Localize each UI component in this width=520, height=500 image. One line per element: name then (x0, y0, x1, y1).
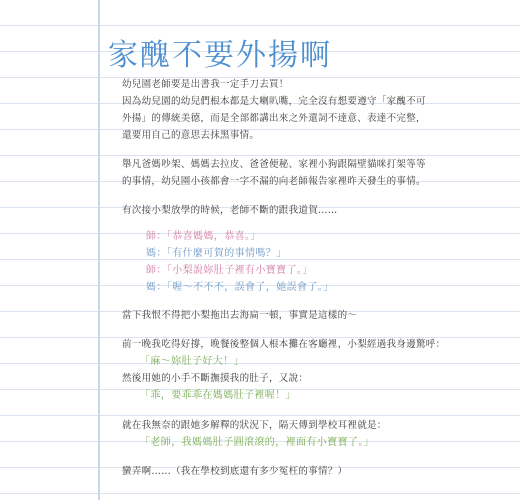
dialogue-teacher: 師：「小梨說妳肚子裡有小寶寶了。」 (146, 265, 313, 276)
child-quote: 「乖，要乖乖在媽媽肚子裡喔！」 (140, 390, 296, 401)
paragraph-line: 然後用她的小手不斷撫摸我的肚子，又說： (122, 373, 309, 384)
page-title: 家醜不要外揚啊 (108, 38, 332, 73)
paragraph-line: 還要用自己的意思去抹黑事情。 (122, 130, 260, 141)
paragraph-line: 就在我無奈的跟她多解釋的狀況下，隔天傳到學校耳裡就是： (122, 420, 387, 431)
paragraph-line: 蠻弄啊……（我在學校到底還有多少冤枉的事情？） (122, 466, 348, 477)
paragraph-line: 當下我恨不得把小梨拖出去海扁一頓，事實是這樣的～ (122, 310, 358, 321)
paragraph-line: 前一晚我吃得好撐，晚餐後整個人根本攤在客廳裡，小梨經過我身邊驚呼： (122, 339, 446, 350)
child-quote: 「老師，我媽媽肚子圓滾滾的，裡面有小寶寶了。」 (140, 437, 375, 448)
paragraph-line: 因為幼兒園的幼兒們根本都是大喇叭嘴，完全沒有想要遵守「家醜不可 (122, 96, 426, 107)
dialogue-teacher: 師：「恭喜媽媽，恭喜。」 (146, 231, 261, 242)
paragraph-line: 的事情，幼兒園小孩都會一字不漏的向老師報告家裡昨天發生的事情。 (122, 176, 426, 187)
margin-line (98, 0, 100, 500)
child-quote: 「麻～妳肚子好大！」 (140, 356, 244, 367)
paragraph-line: 幼兒園老師要是出書我一定手刀去買！ (122, 79, 289, 90)
paragraph-line: 有次接小梨放學的時候，老師不斷的跟我道賀…… (122, 205, 338, 216)
paragraph-line: 舉凡爸媽吵架、媽媽去拉皮、爸爸便秘、家裡小狗跟隔壁貓咪打架等等 (122, 159, 426, 170)
dialogue-mom: 媽：「有什麼可賀的事情嗎？」 (146, 248, 287, 259)
dialogue-mom: 媽：「喔～不不不，誤會了，她誤會了。」 (146, 282, 334, 293)
paragraph-line: 外揚」的傳統美德，而是全部都講出來之外還詞不達意、表達不完整， (122, 113, 426, 124)
